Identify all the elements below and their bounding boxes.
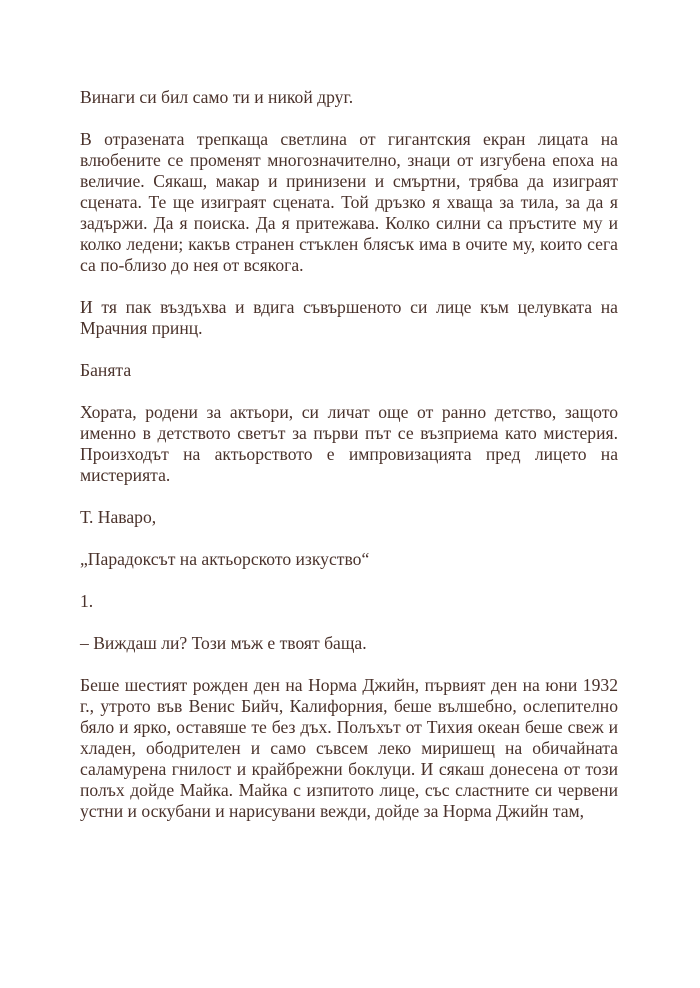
paragraph-birthday: Беше шестият рожден ден на Норма Джийн, първият ден на юни 1932 г., утрото във Венис Бийч, Калифорния, беше вълшебно, ослепително бяло и ярко, оставяше те без дъх. Полъхът от Тихия океан беше свеж и хладен, ободрителен и само съвсем леко миришещ на обичайната саламурена гнилост и крайбрежни боклуци. И сякаш донесена от този полъх дойде Майка. Майка с изпитото лице, със сластните си червени устни и оскубани и нарисувани вежди, дойде за Норма Джийн там, bbox=[80, 675, 618, 821]
epigraph-source: „Парадоксът на актьорското изкуство“ bbox=[80, 549, 370, 569]
body-text bbox=[80, 87, 618, 843]
paragraph-opening-line: Винаги си бил само ти и никой друг. bbox=[80, 87, 354, 107]
paragraph-dialogue: – Виждаш ли? Този мъж е твоят баща. bbox=[80, 633, 367, 653]
chapter-number: 1. bbox=[80, 591, 94, 611]
epigraph-text: Хората, родени за актьори, си личат още от ранно детство, защото именно в детството светът за първи път се възприема като мистерия. Произходът на актьорството е импровизацията пред лицето на мистерията. bbox=[80, 402, 618, 485]
paragraph-dark-prince: И тя пак въздъхва и вдига съвършеното си лице към целувката на Мрачния принц. bbox=[80, 297, 618, 338]
section-heading-bath: Банята bbox=[80, 360, 132, 380]
paragraph-lovers-scene: В отразената трепкаща светлина от гигантския екран лицата на влюбените се променят многозначително, знаци от изгубена епоха на величие. Сякаш, макар и принизени и смъртни, трябва да изиграят сцената. Те ще изиграят сцената. Той дръзко я хваща за тила, за да я задържи. Да я поиска. Да я притежава. Колко силни са пръстите му и колко ледени; какъв странен стъклен блясък има в очите му, които сега са по-близо до нея от всякога. bbox=[80, 129, 618, 275]
epigraph-author: Т. Наваро, bbox=[80, 507, 157, 527]
